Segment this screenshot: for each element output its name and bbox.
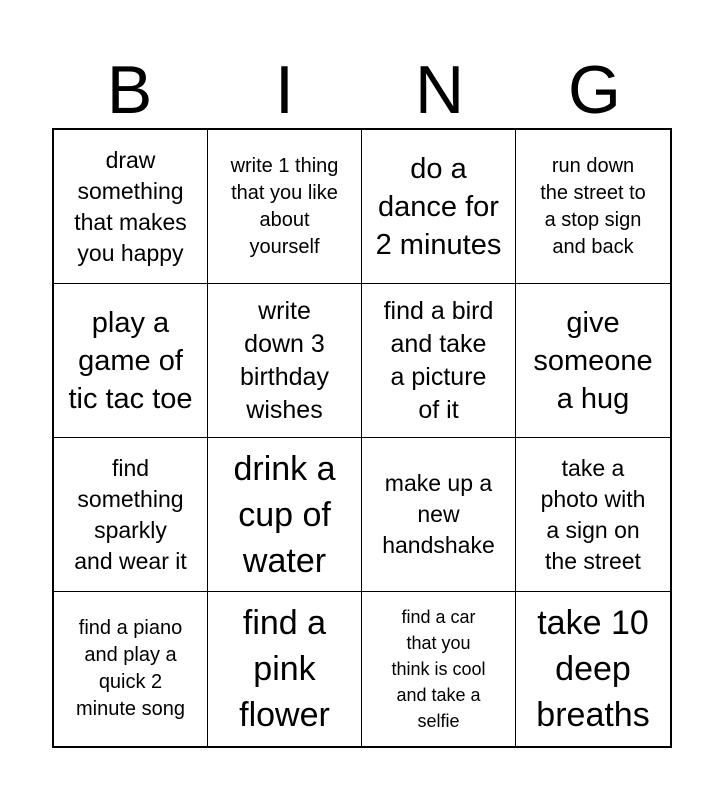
bingo-cell[interactable]: [362, 130, 516, 284]
bingo-cell[interactable]: [362, 284, 516, 438]
bingo-cell[interactable]: [208, 438, 362, 592]
cell-text: find a car that you think is cool and take a selfie: [391, 607, 486, 731]
bingo-cell[interactable]: [208, 592, 362, 746]
bingo-board: [52, 128, 672, 748]
header-letter-b: B: [106, 52, 153, 128]
bingo-cell[interactable]: [54, 130, 208, 284]
cell-text: write down 3 birthday wishes: [240, 296, 329, 424]
cell-text: take a photo with a sign on the street: [540, 454, 646, 574]
bingo-cell[interactable]: [516, 438, 670, 592]
cell-text: make up a new handshake: [382, 470, 495, 558]
bingo-cell[interactable]: [208, 130, 362, 284]
header-letter-n: N: [414, 52, 465, 128]
cell-text: run down the street to a stop sign and back: [540, 154, 646, 258]
bingo-cell[interactable]: [54, 592, 208, 746]
cell-text: do a dance for 2 minutes: [375, 152, 502, 261]
bingo-cell[interactable]: [54, 284, 208, 438]
bingo-cell[interactable]: [516, 284, 670, 438]
bingo-cell[interactable]: [362, 438, 516, 592]
bingo-cell[interactable]: [362, 592, 516, 746]
header-letter-i: I: [275, 52, 294, 128]
cell-text: give someone a hug: [533, 306, 653, 415]
cell-text: find a pink flower: [239, 604, 330, 734]
bingo-cell[interactable]: [208, 284, 362, 438]
cell-text: draw something that makes you happy: [74, 146, 187, 266]
bingo-cell[interactable]: [54, 438, 208, 592]
bingo-cell[interactable]: [516, 592, 670, 746]
header-letter-g: G: [568, 52, 621, 128]
cell-text: take 10 deep breaths: [536, 604, 650, 734]
cell-text: find a piano and play a quick 2 minute song: [76, 617, 185, 720]
cell-text: find a bird and take a picture of it: [383, 296, 494, 424]
cell-text: find something sparkly and wear it: [74, 454, 187, 574]
cell-text: drink a cup of water: [233, 449, 336, 580]
bingo-cell[interactable]: [516, 130, 670, 284]
cell-text: play a game of tic tac toe: [68, 306, 193, 415]
bingo-header: [52, 52, 672, 128]
cell-text: write 1 thing that you like about yourself: [230, 154, 339, 258]
